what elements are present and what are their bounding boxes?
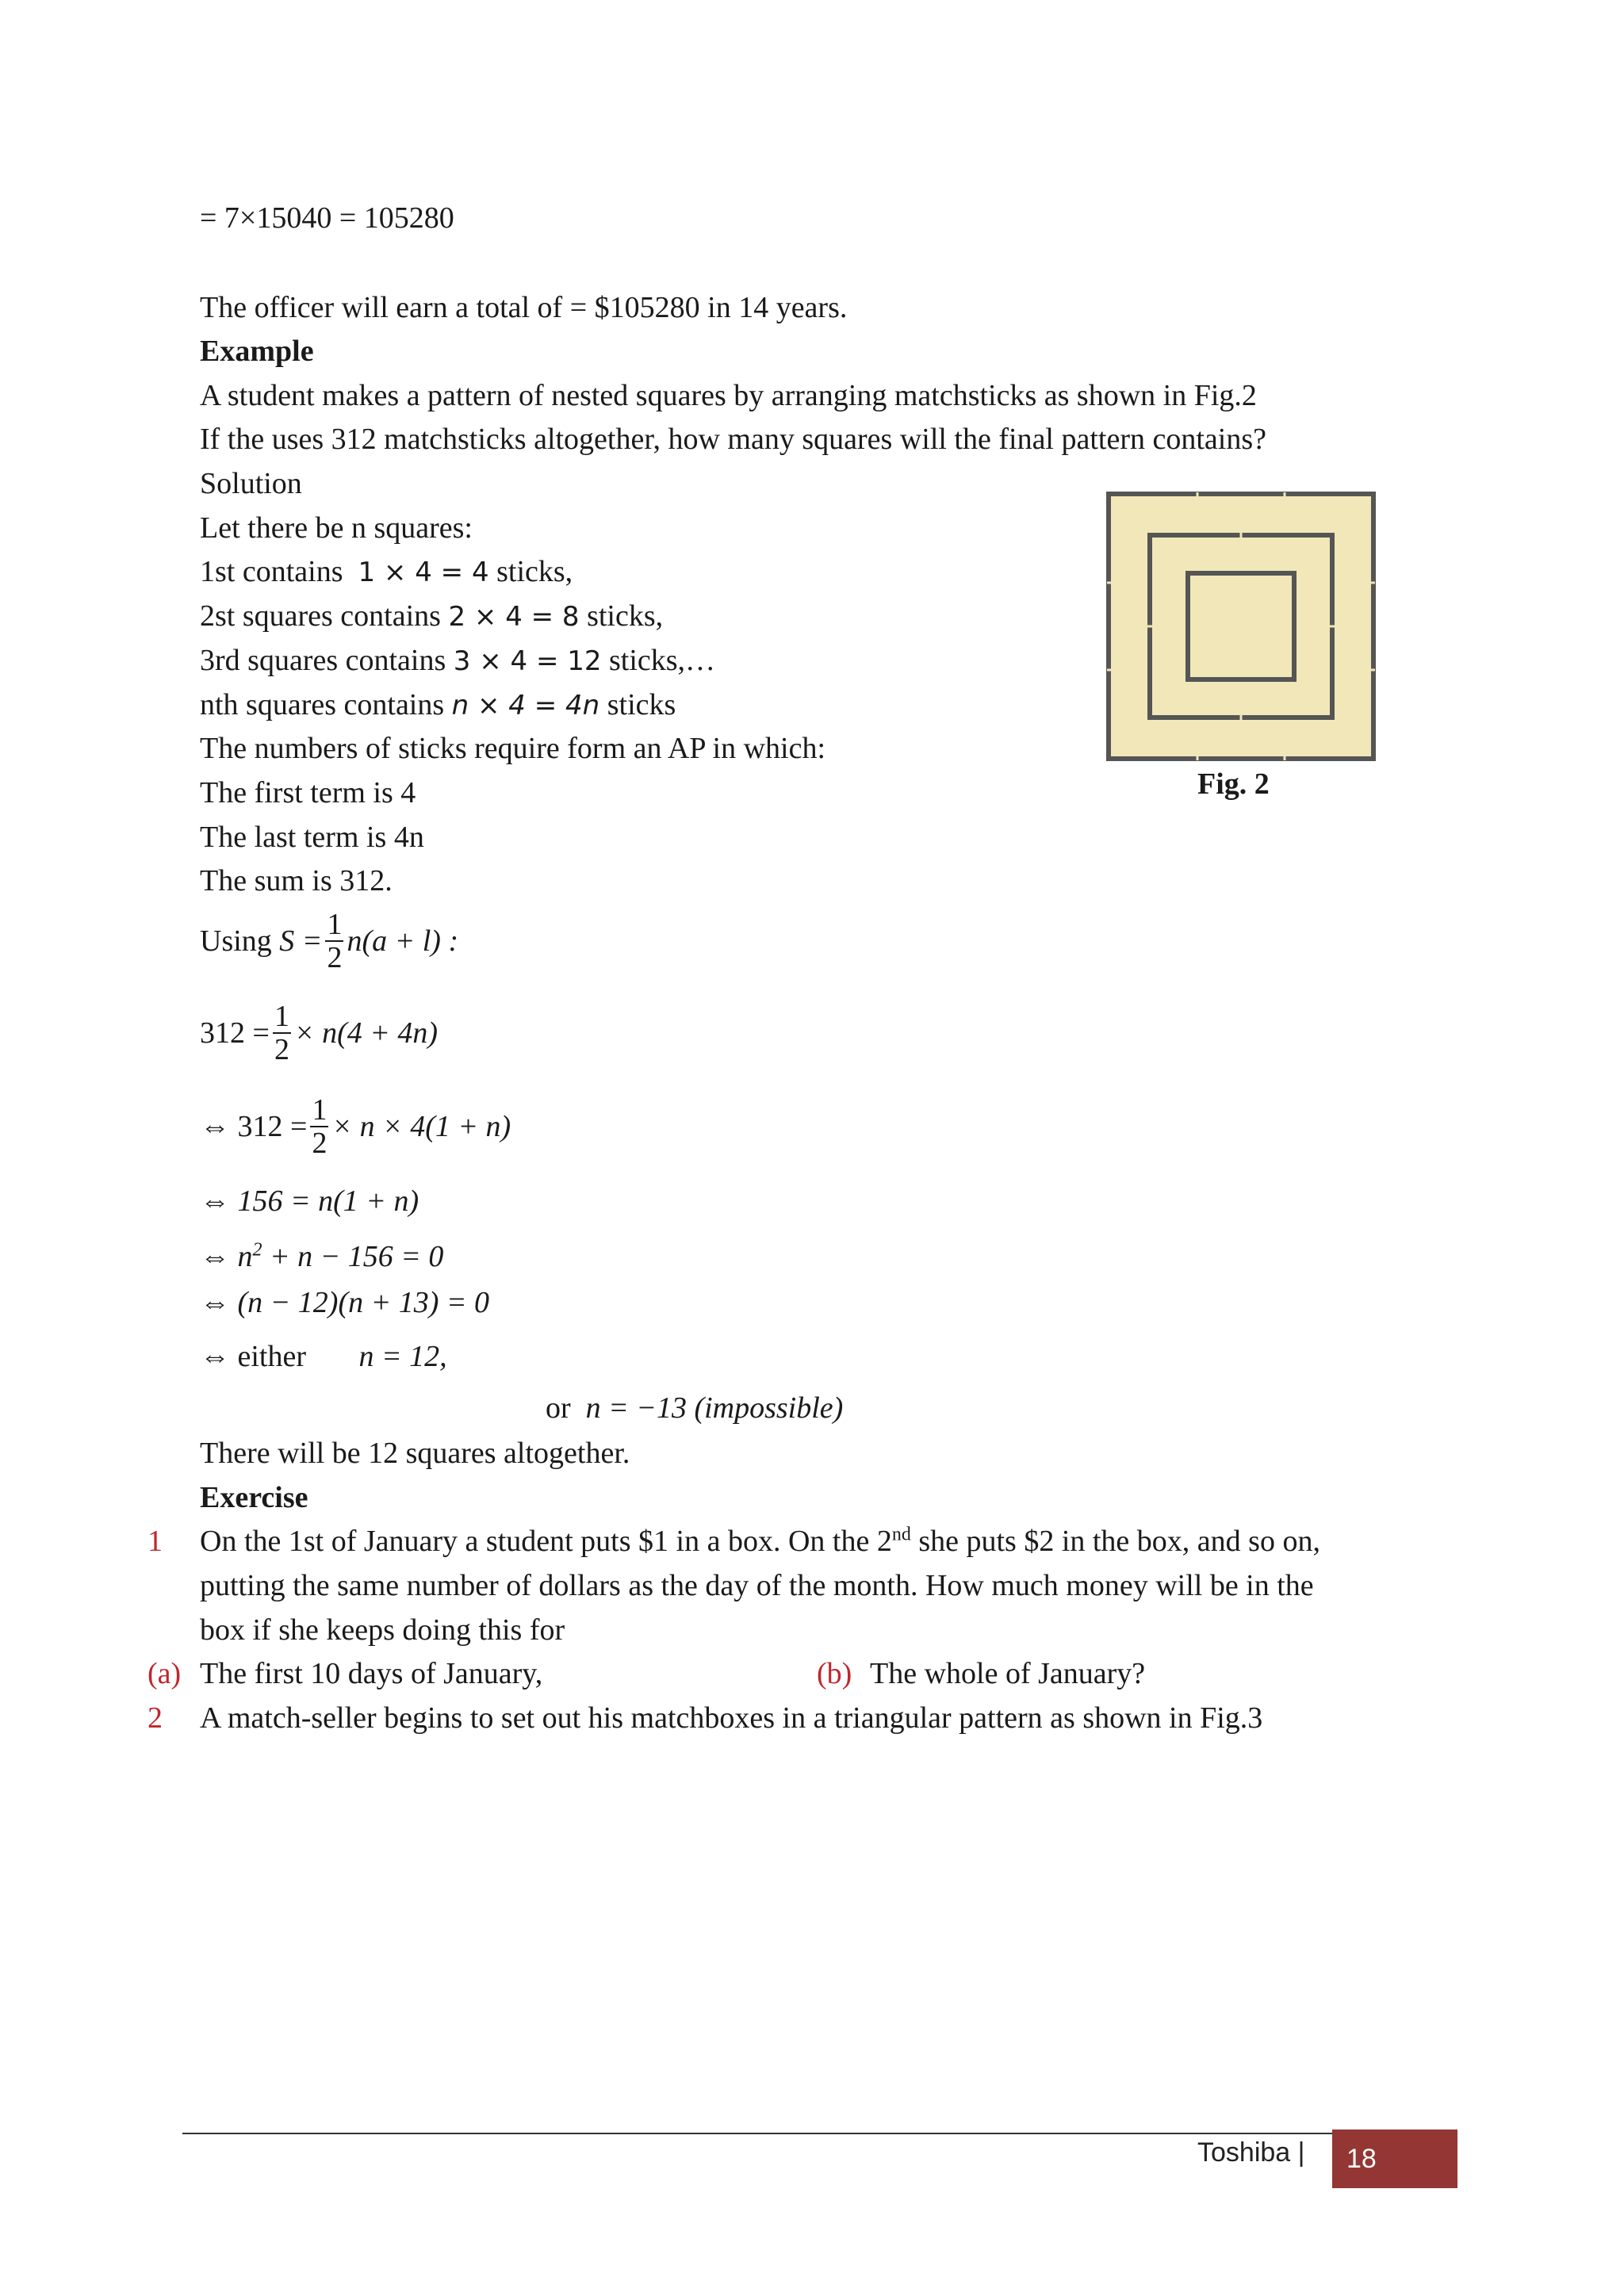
question-text: On the 1st of January a student puts $1 in a box. On the 2nd she puts $2 in the box, and so on,	[200, 1524, 1320, 1558]
nested-squares-figure	[1102, 488, 1380, 765]
fraction-half: $\frac{1}{2}$	[274, 1000, 289, 1066]
equation-line: 312 = $\frac{1}{2}$ × n(4 + 4n)	[200, 1000, 439, 1066]
solution-line: Let there be n squares:	[200, 511, 473, 545]
fraction-half: $\frac{1}{2}$	[327, 908, 343, 974]
fraction-half: $\frac{1}{2}$	[312, 1093, 327, 1160]
equation-line: ⇔ 312 = $\frac{1}{2}$ × n × 4(1 + n)	[200, 1093, 511, 1160]
formula-line: Using S = $\frac{1}{2}$ n(a + l) :	[200, 908, 459, 974]
subquestion-label-b: (b)	[817, 1657, 852, 1690]
question-number: 2	[147, 1701, 163, 1735]
earnings-statement: The officer will earn a total of = $105280 in 14 years.	[200, 291, 848, 324]
equation-result-line: = 7×15040 = 105280	[200, 201, 454, 235]
question-text: putting the same number of dollars as the day of the month. How much money will be in the	[200, 1569, 1314, 1602]
solution-line: 1st contains 1 × 4 = 4 sticks,	[200, 555, 573, 588]
equation-line: or n = −13 (impossible)	[546, 1391, 844, 1425]
exercise-heading: Exercise	[200, 1481, 308, 1514]
subquestion-text-a: The first 10 days of January,	[200, 1657, 543, 1690]
subquestion-label-a: (a)	[147, 1657, 182, 1690]
solution-line: The sum is 312.	[200, 864, 393, 897]
solution-line: 2st squares contains 2 × 4 = 8 sticks,	[200, 599, 664, 633]
page-number: 18	[1346, 2144, 1377, 2174]
footer-divider	[182, 2133, 1457, 2134]
solution-line: 3rd squares contains 3 × 4 = 12 sticks,…	[200, 644, 716, 677]
question-number: 1	[147, 1525, 163, 1558]
conclusion-text: There will be 12 squares altogether.	[200, 1437, 630, 1470]
footer-brand: Toshiba |	[1197, 2137, 1305, 2168]
solution-line: nth squares contains n × 4 = 4n sticks	[200, 688, 676, 721]
problem-text-1: A student makes a pattern of nested squares by arranging matchsticks as shown in Fig.2	[200, 379, 1257, 412]
equation-line: ⇔ $n^2 + n - 156 = 0$	[200, 1239, 444, 1273]
solution-line: The numbers of sticks require form an AP in which:	[200, 732, 826, 765]
subquestion-text-b: The whole of January?	[870, 1657, 1146, 1690]
example-heading: Example	[200, 335, 314, 368]
equation-line: ⇔ either n = 12,	[200, 1340, 447, 1373]
question-text: box if she keeps doing this for	[200, 1613, 565, 1647]
problem-text-2: If the uses 312 matchsticks altogether, how many squares will the final pattern contains?	[200, 423, 1266, 456]
figure-background	[1106, 492, 1376, 761]
figure-caption: Fig. 2	[1197, 767, 1270, 801]
question-text: A match-seller begins to set out his matchboxes in a triangular pattern as shown in Fig.3	[200, 1701, 1263, 1735]
solution-line: The last term is 4n	[200, 821, 424, 854]
page-number-box	[1332, 2130, 1457, 2188]
solution-heading: Solution	[200, 467, 302, 500]
solution-line: The first term is 4	[200, 776, 416, 809]
equation-line: ⇔ (n − 12)(n + 13) = 0	[200, 1286, 490, 1319]
equation-line: ⇔ 156 = n(1 + n)	[200, 1184, 419, 1218]
